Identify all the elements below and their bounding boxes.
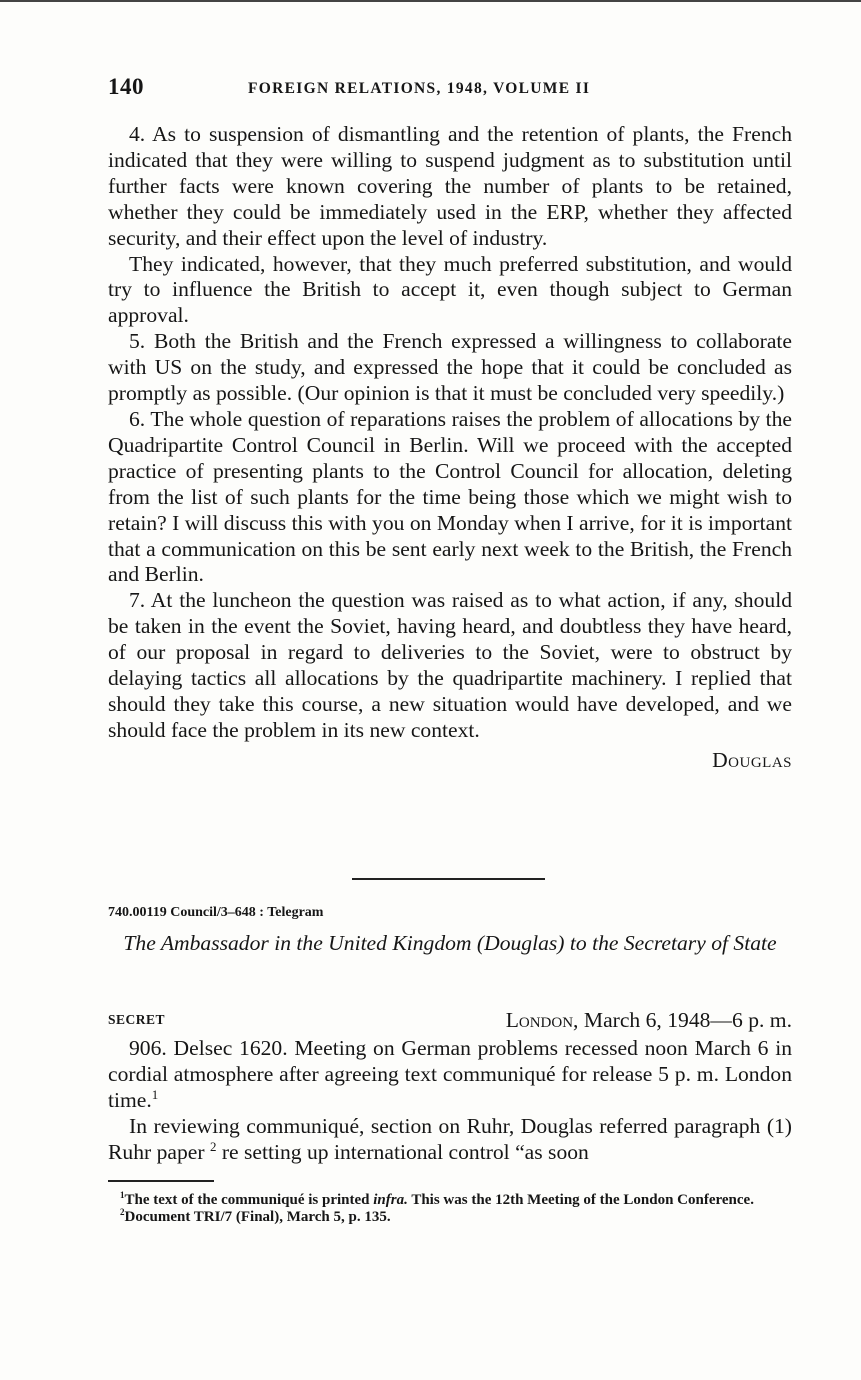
- classification-label: SECRET: [108, 1012, 166, 1027]
- footnote-2: [108, 1206, 792, 1226]
- footnote-1-text-b: This was the 12th Meeting of the London Conference.: [411, 1192, 754, 1208]
- place-date: [506, 1008, 792, 1033]
- document-title: The Ambassador in the United Kingdom (Douglas) to the Secretary of State: [123, 931, 777, 955]
- place: London,: [505, 1008, 579, 1032]
- telegram-paragraph-1: [108, 1036, 792, 1114]
- first-document-body: [108, 122, 792, 774]
- file-reference: 740.00119 Council/3–648 : Telegram: [108, 905, 324, 920]
- second-document-body: [108, 1036, 792, 1166]
- paragraph-6: 6. The whole question of reparations raises the problem of allocations by the Quadripartite Control Council in Berlin. Will we proceed with the accepted practice of presenting plants to the Control Council for allocation, deleting from the list of such plants for the time being those which we might wish to retain? I will discuss this with you on Monday when I arrive, for it is important that a communication on this be sent early next week to the British, the French and Berlin.: [108, 406, 792, 587]
- telegram-paragraph-2-text-b: re setting up international control “as soon: [221, 1139, 589, 1164]
- footnote-1: [108, 1192, 792, 1209]
- footnote-rule: [108, 1180, 214, 1182]
- signature: Douglas: [712, 747, 792, 772]
- page-number: 140: [108, 74, 144, 99]
- footnote-ref-2[interactable]: 2: [209, 1138, 217, 1154]
- dateline: [108, 1008, 792, 1036]
- footnote-1-text-a: The text of the communiqué is printed: [124, 1192, 370, 1208]
- page-header: [108, 74, 792, 104]
- paragraph-4: 4. As to suspension of dismantling and the retention of plants, the French indicated that they were willing to suspend judgment as to substitution until further facts were known covering the number of plants to be retained, whether they could be immediately used in the ERP, whether they affected security, and their effect upon the level of industry.: [108, 122, 792, 250]
- footnote-2-mark: 2: [120, 1206, 125, 1217]
- section-divider: [352, 878, 545, 880]
- footnote-ref-1[interactable]: 1: [151, 1086, 159, 1102]
- telegram-paragraph-1-text: 906. Delsec 1620. Meeting on German problems recessed noon March 6 in cordial atmosphere after agreeing text communiqué for release 5 p. m. London time.: [108, 1036, 792, 1112]
- paragraph-4-continued: They indicated, however, that they much preferred substitution, and would try to influence the British to accept it, even though subject to German approval.: [108, 251, 792, 328]
- footnote-1-italic: infra.: [373, 1192, 408, 1208]
- telegram-paragraph-2-text-a: In reviewing communiqué, section on Ruhr, Douglas referred paragraph (1) Ruhr paper: [108, 1113, 792, 1164]
- telegram-paragraph-2: [108, 1114, 792, 1166]
- running-head: FOREIGN RELATIONS, 1948, VOLUME II: [248, 80, 591, 97]
- footnotes: [108, 1192, 792, 1225]
- footnote-2-text: Document TRI/7 (Final), March 5, p. 135.: [124, 1208, 391, 1225]
- date: March 6, 1948—6 p. m.: [583, 1008, 792, 1032]
- footnote-1-mark: 1: [120, 1190, 125, 1200]
- top-border: [0, 0, 861, 2]
- paragraph-5: 5. Both the British and the French expressed a willingness to collaborate with US on the study, and expressed the hope that it could be concluded as promptly as possible. (Our opinion is that it must be concluded very speedily.): [108, 329, 792, 406]
- paragraph-7: 7. At the luncheon the question was raised as to what action, if any, should be taken in the event the Soviet, having heard, and doubtless they have heard, of our proposal in regard to deliveries to the Soviet, were to obstruct by delaying tactics all allocations by the quadripartite machinery. I replied that should they take this course, a new situation would have developed, and we should face the problem in its new context.: [108, 588, 792, 742]
